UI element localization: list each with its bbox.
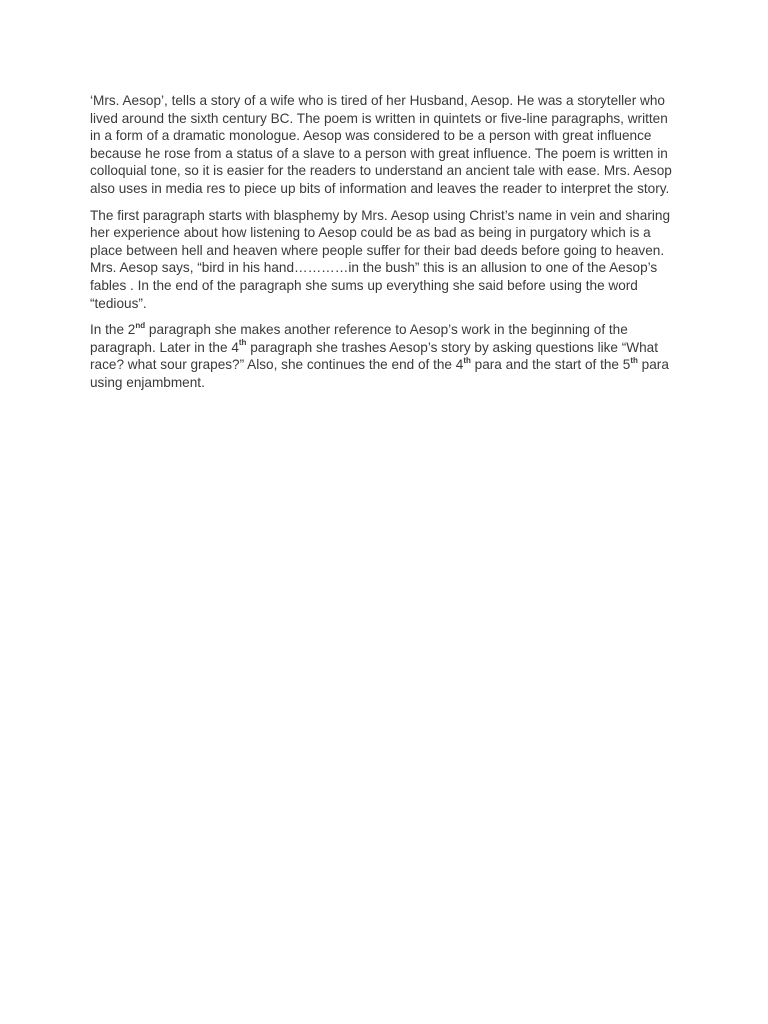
text-run: In the 2	[90, 322, 136, 338]
text-run: The first paragraph starts with blasphemy by Mrs. Aesop using Christ’s name in vein and sharing her experience about how listening to Aesop could be as bad as being in purgatory which is a place between hell and heaven where people suffer for their bad deeds before going to heaven. Mrs. Aesop says, “bird in his hand…………in the bush” this is an allusion to one of the Aesop’s fables . In the end of the paragraph she sums up everything she said before using the word “tedious”.	[90, 207, 671, 311]
document-body	[90, 92, 680, 401]
text-run: para and the start of the 5	[470, 357, 631, 373]
text-run: para using enjambment.	[90, 357, 669, 390]
paragraph-first-analysis	[90, 207, 680, 313]
ordinal-suffix: th	[463, 355, 471, 365]
text-run: paragraph she trashes Aesop’s story by asking questions like “What race? what sour grapes?” Also, she continues the end of the 4	[90, 339, 659, 373]
ordinal-suffix: nd	[135, 320, 146, 330]
ordinal-suffix: th	[238, 338, 247, 348]
text-run: paragraph she makes another reference to Aesop’s work in the beginning of the paragraph. Later in the 4	[90, 322, 628, 355]
paragraph-second-analysis	[90, 321, 680, 391]
ordinal-suffix: th	[630, 355, 638, 365]
text-run: ‘Mrs. Aesop’, tells a story of a wife who is tired of her Husband, Aesop. He was a storyteller who lived around the sixth century BC. The poem is written in quintets or five-line paragraphs, written in a form of a dramatic monologue. Aesop was considered to be a person with great influence because he rose from a status of a slave to a person with great influence. The poem is written in colloquial tone, so it is easier for the readers to understand an ancient tale with ease. Mrs. Aesop also uses in media res to piece up bits of information and leaves the reader to interpret the story.	[90, 93, 672, 196]
paragraph-intro	[90, 92, 680, 198]
